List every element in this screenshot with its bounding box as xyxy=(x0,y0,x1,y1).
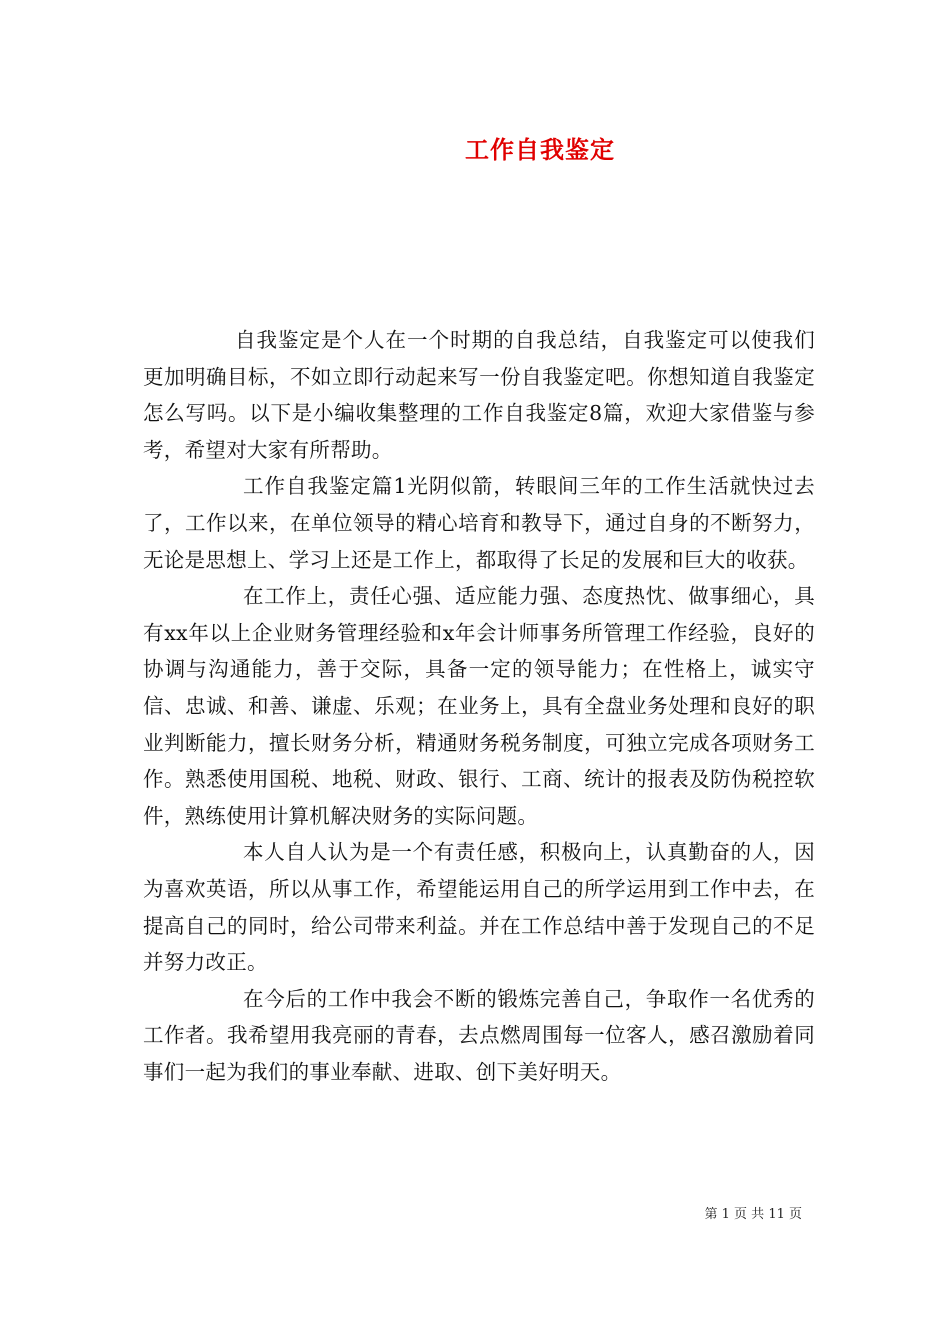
document-body xyxy=(143,322,815,1090)
paragraph-1: 工作自我鉴定篇1光阴似箭，转眼间三年的工作生活就快过去了，工作以来，在单位领导的精心培育和教导下，通过自身的不断努力，无论是思想上、学习上还是工作上，都取得了长足的发展和巨大的收获。 xyxy=(143,474,815,572)
paragraph-4: 在今后的工作中我会不断的锻炼完善自己，争取作一名优秀的工作者。我希望用我亮丽的青春，去点燃周围每一位客人，感召激励着同事们一起为我们的事业奉献、进取、创下美好明天。 xyxy=(143,986,815,1084)
paragraph-intro: 自我鉴定是个人在一个时期的自我总结，自我鉴定可以使我们更加明确目标，不如立即行动起来写一份自我鉴定吧。你想知道自我鉴定怎么写吗。以下是小编收集整理的工作自我鉴定8篇，欢迎大家借鉴与参考，希望对大家有所帮助。 xyxy=(143,328,815,462)
document-title: 工作自我鉴定 xyxy=(465,135,615,164)
paragraph-2: 在工作上，责任心强、适应能力强、态度热忱、做事细心，具有xx年以上企业财务管理经验和x年会计师事务所管理工作经验，良好的协调与沟通能力，善于交际，具备一定的领导能力；在性格上，诚实守信、忠诚、和善、谦虚、乐观；在业务上，具有全盘业务处理和良好的职业判断能力，擅长财务分析，精通财务税务制度，可独立完成各项财务工作。熟悉使用国税、地税、财政、银行、工商、统计的报表及防伪税控软件，熟练使用计算机解决财务的实际问题。 xyxy=(143,584,815,828)
page-number-label: 第 1 页 共 11 页 xyxy=(704,1207,802,1222)
page-number-footer xyxy=(705,1203,802,1222)
paragraph-3: 本人自人认为是一个有责任感，积极向上，认真勤奋的人，因为喜欢英语，所以从事工作，希望能运用自己的所学运用到工作中去，在提高自己的同时，给公司带来利益。并在工作总结中善于发现自己的不足并努力改正。 xyxy=(143,840,815,975)
